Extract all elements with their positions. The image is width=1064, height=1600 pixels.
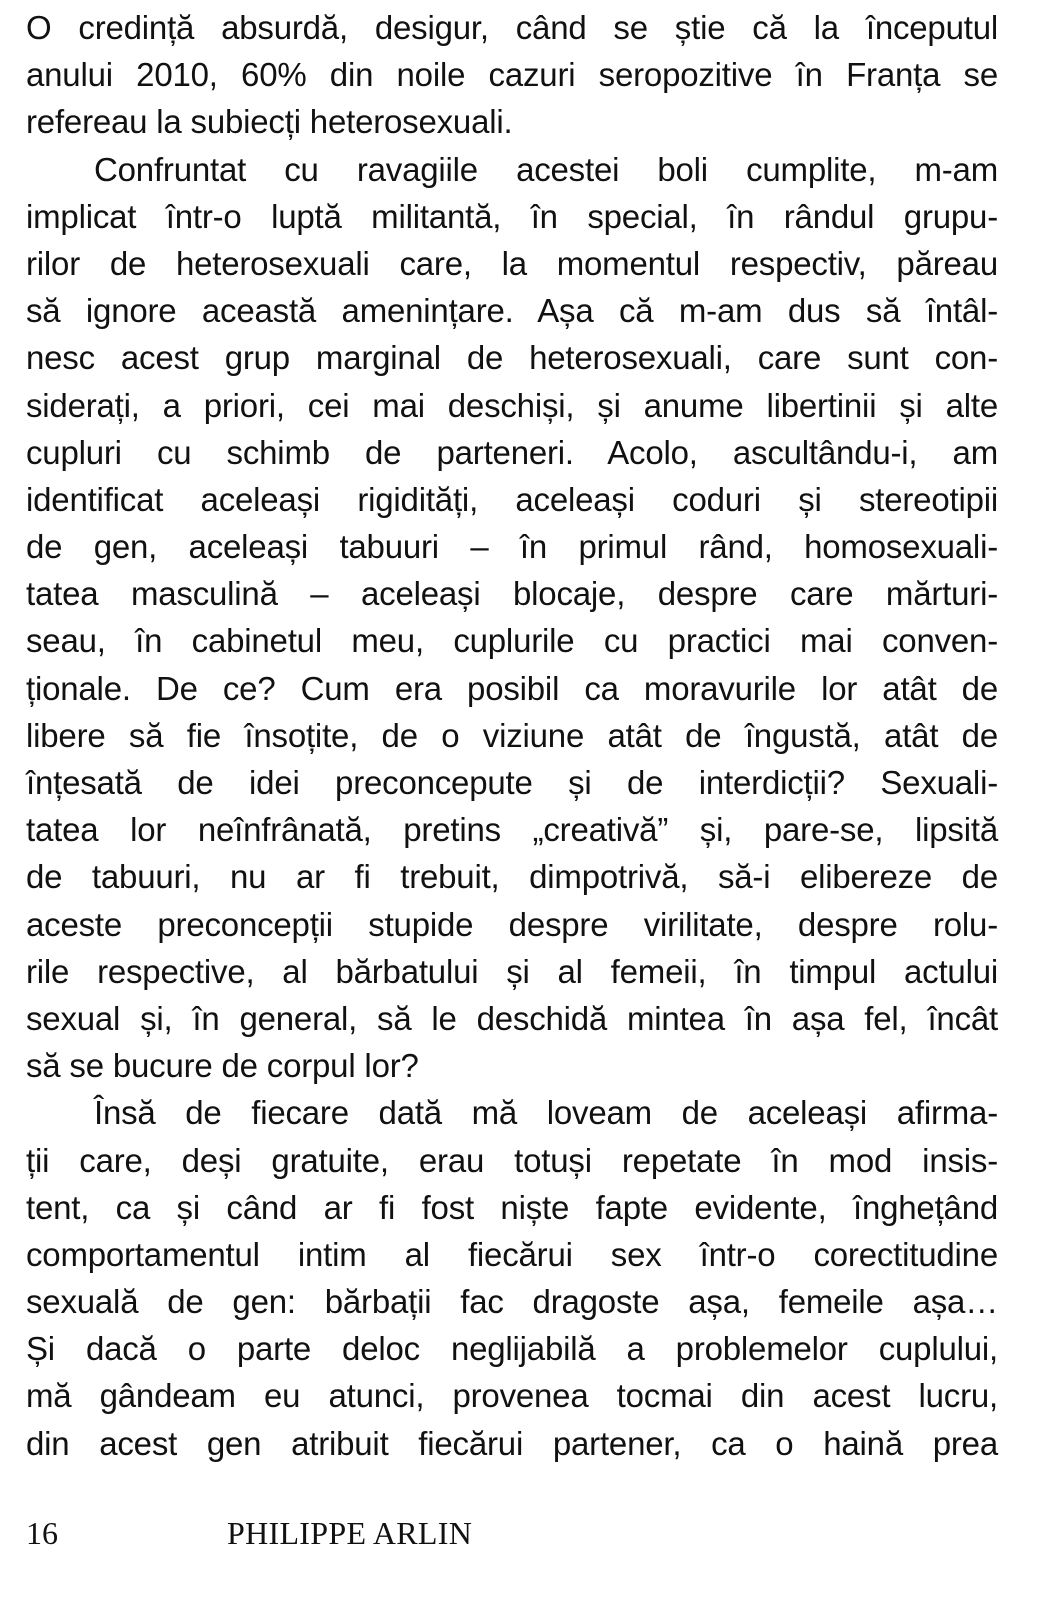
text-line: din acest gen atribuit fiecărui partener, ca o haină prea xyxy=(26,1424,998,1462)
text-line: să ignore această amenințare. Așa că m-am dus să întâl- xyxy=(26,292,998,330)
text-line: siderați, a priori, cei mai deschiși, și anume libertinii și alte xyxy=(26,386,998,424)
text-line: Confruntat cu ravagiile acestei boli cumplite, m-am xyxy=(94,150,998,188)
text-line: O credință absurdă, desigur, când se știe că la începutul xyxy=(26,9,998,46)
text-line: nesc acest grup marginal de heterosexuali, care sunt con- xyxy=(26,339,998,377)
text-line: cupluri cu schimb de parteneri. Acolo, ascultându-i, am xyxy=(26,433,998,471)
text-line: de gen, aceleași tabuuri – în primul rând, homosexuali- xyxy=(26,528,998,566)
paragraph xyxy=(26,1089,998,1467)
text-line: seau, în cabinetul meu, cuplurile cu practici mai conven- xyxy=(26,622,998,660)
text-line: comportamentul intim al fiecărui sex într-o corectitudine xyxy=(26,1235,998,1273)
running-head-author: PHILIPPE ARLIN xyxy=(227,1515,473,1551)
page-footer xyxy=(26,1515,626,1555)
text-line: rilor de heterosexuali care, la momentul respectiv, păreau xyxy=(26,244,998,282)
text-line: tatea masculină – aceleași blocaje, despre care mărturi- xyxy=(26,575,998,613)
page-body xyxy=(26,4,998,1467)
page-number: 16 xyxy=(26,1515,58,1551)
text-line: mă gândeam eu atunci, provenea tocmai din acest lucru, xyxy=(26,1377,998,1415)
text-line: aceste preconcepții stupide despre virilitate, despre rolu- xyxy=(26,905,998,943)
text-line: rile respective, al bărbatului și al femeii, în timpul actului xyxy=(26,952,998,990)
text-line: înțesată de idei preconcepute și de interdicții? Sexuali- xyxy=(26,764,998,801)
text-line: ționale. De ce? Cum era posibil ca moravurile lor atât de xyxy=(26,669,998,707)
text-line: tent, ca și când ar fi fost niște fapte evidente, înghețând xyxy=(26,1188,998,1226)
text-line: anului 2010, 60% din noile cazuri seropozitive în Franța se xyxy=(26,56,998,94)
text-line: de tabuuri, nu ar fi trebuit, dimpotrivă, să-i elibereze de xyxy=(26,858,998,896)
text-line: identificat aceleași rigidități, aceleași coduri și stereotipii xyxy=(26,480,998,518)
text-line: libere să fie însoțite, de o viziune atât de îngustă, atât de xyxy=(26,716,998,754)
text-line: refereau la subiecți heterosexuali. xyxy=(26,103,513,141)
text-line: Însă de fiecare dată mă loveam de aceleași afirma- xyxy=(94,1094,998,1132)
text-line: sexuală de gen: bărbații fac dragoste așa, femeile așa… xyxy=(26,1283,998,1321)
text-line: Și dacă o parte deloc neglijabilă a problemelor cuplului, xyxy=(26,1330,998,1368)
paragraph xyxy=(26,146,998,1090)
paragraph xyxy=(26,4,998,146)
text-line: să se bucure de corpul lor? xyxy=(26,1047,419,1085)
text-line: sexual și, în general, să le deschidă mintea în așa fel, încât xyxy=(26,999,998,1037)
text-line: implicat într-o luptă militantă, în special, în rândul grupu- xyxy=(26,197,998,235)
text-line: tatea lor neînfrânată, pretins „creativă” și, pare-se, lipsită xyxy=(26,811,998,849)
text-line: ții care, deși gratuite, erau totuși repetate în mod insis- xyxy=(26,1141,998,1179)
